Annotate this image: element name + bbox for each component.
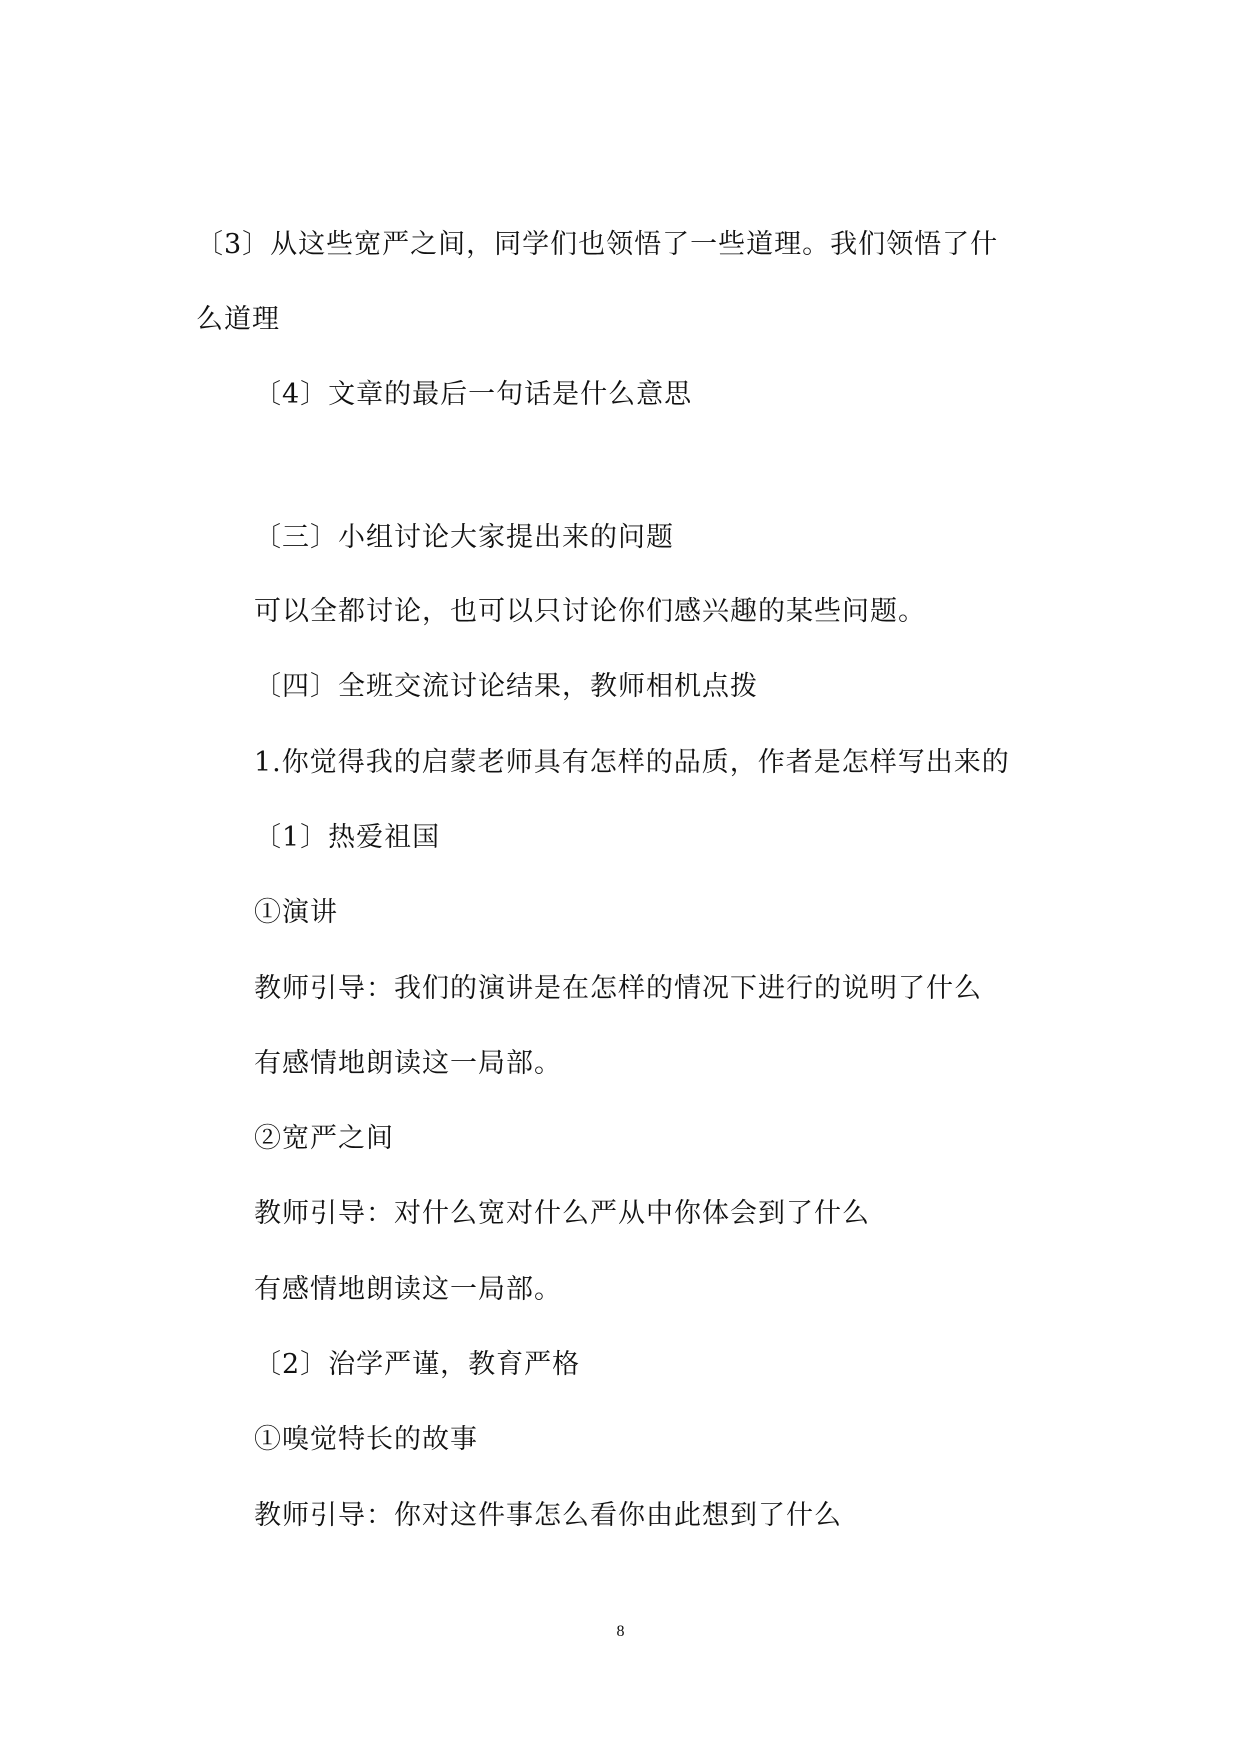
text-line: 1.你觉得我的启蒙老师具有怎样的品质，作者是怎样写出来的 (254, 747, 1010, 778)
section-heading: 〔四〕全班交流讨论结果，教师相机点拨 (254, 671, 758, 702)
text-line: 有感情地朗读这一局部。 (254, 1048, 562, 1079)
subsection-heading: 〔1〕热爱祖国 (254, 822, 441, 853)
text-line: 可以全都讨论，也可以只讨论你们感兴趣的某些问题。 (254, 596, 926, 627)
text-line: 有感情地朗读这一局部。 (254, 1274, 562, 1305)
page-number: 8 (616, 1623, 625, 1640)
text-line: 教师引导：你对这件事怎么看你由此想到了什么 (254, 1500, 842, 1531)
list-item: ①嗅觉特长的故事 (254, 1424, 478, 1455)
list-item: ②宽严之间 (254, 1123, 394, 1154)
text-line: 教师引导：对什么宽对什么严从中你体会到了什么 (254, 1198, 870, 1229)
list-item: ①演讲 (254, 897, 338, 928)
text-line: 〔3〕从这些宽严之间，同学们也领悟了一些道理。我们领悟了什 (196, 229, 999, 260)
subsection-heading: 〔2〕治学严谨，教育严格 (254, 1349, 581, 1380)
text-line: 教师引导：我们的演讲是在怎样的情况下进行的说明了什么 (254, 973, 982, 1004)
text-line: 〔4〕文章的最后一句话是什么意思 (254, 379, 693, 410)
section-heading: 〔三〕小组讨论大家提出来的问题 (254, 522, 674, 553)
text-line: 么道理 (196, 304, 280, 335)
